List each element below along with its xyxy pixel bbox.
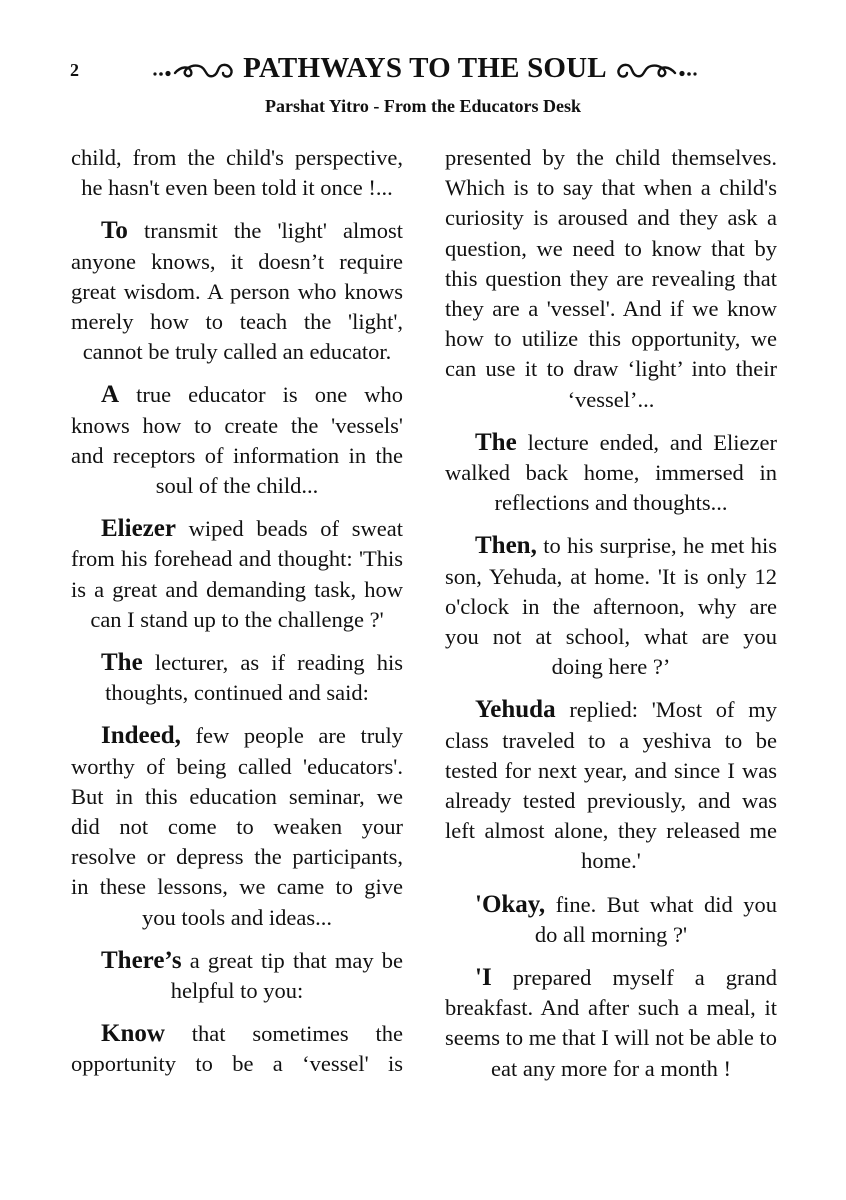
paragraph-lead-word: To: [101, 217, 128, 245]
subtitle: Parshat Yitro - From the Educators Desk: [265, 96, 581, 116]
page-number: 2: [70, 60, 79, 80]
paragraph-text: to his surprise, he met his son, Yehuda, at home. 'It is only 12 o'clock in the afternoon, why are you not at school, what are you doing here ?’: [445, 533, 777, 680]
right-column: [445, 143, 777, 1097]
paragraph-text: prepared myself a grand breakfast. And after such a meal, it seems to me that I will not be able to eat any more for a month !: [445, 965, 777, 1081]
masthead: [130, 52, 720, 85]
paragraph-lead-word: The: [101, 649, 143, 677]
paragraph-lead-word: There’s: [101, 946, 182, 974]
paragraph-text: lecturer, as if reading his thoughts, continued and said:: [105, 650, 403, 706]
paragraph: [71, 514, 403, 635]
paragraph: [445, 963, 777, 1084]
paragraph-lead-word: Indeed,: [101, 722, 181, 750]
left-column: [71, 143, 403, 1093]
paragraph-text: transmit the 'light' almost anyone knows, it doesn’t require great wisdom. A person who knows merely how to teach the 'light', cannot be truly called an educator.: [71, 218, 403, 365]
paragraph: [71, 1019, 403, 1079]
paragraph-text: wiped beads of sweat from his forehead and thought: 'This is a great and demanding task, how can I stand up to the challenge ?': [71, 516, 403, 632]
paragraph-lead-word: Know: [101, 1020, 165, 1048]
paragraph: [445, 531, 777, 682]
paragraph-lead-word: The: [475, 428, 517, 456]
paragraph-lead-word: 'Okay,: [475, 890, 546, 918]
paragraph-lead-word: Yehuda: [475, 696, 556, 724]
paragraph-text: child, from the child's perspective, he hasn't even been told it once !...: [71, 145, 403, 201]
paragraph: [445, 428, 777, 519]
paragraph-text: lecture ended, and Eliezer walked back home, immersed in reflections and thoughts...: [445, 429, 777, 516]
paragraph: [71, 946, 403, 1006]
paragraph: [445, 695, 777, 876]
ornament-flourish-right-icon: [613, 56, 699, 82]
paragraph: [71, 380, 403, 501]
paragraph-text: that sometimes the opportunity to be a ‘vessel' is: [71, 1021, 403, 1077]
paragraph-lead-word: Eliezer: [101, 515, 176, 543]
paragraph-lead-word: A: [101, 381, 120, 409]
paragraph: [71, 648, 403, 708]
paragraph-text: fine. But what did you do all morning ?': [534, 891, 777, 947]
paragraph-lead-word: 'I: [475, 964, 492, 992]
paragraph-lead-word: Then,: [475, 532, 537, 560]
paragraph: [71, 143, 403, 203]
paragraph: [71, 216, 403, 367]
paragraph: [71, 721, 403, 932]
paragraph: [445, 890, 777, 950]
ornament-flourish-left-icon: [151, 56, 237, 82]
paragraph-text: few people are truly worthy of being called 'educators'. But in this education seminar, we did not come to weaken your resolve or depress the participants, in these lessons, we came to give you tools and ideas...: [71, 723, 403, 930]
paragraph-text: replied: 'Most of my class traveled to a yeshiva to be tested for next year, and since I was already tested previously, and was left almost alone, they released me home.': [445, 697, 777, 874]
paragraph: [445, 143, 777, 415]
paragraph-text: presented by the child themselves. Which is to say that when a child's curiosity is aroused and they ask a question, we need to know that by this question they are revealing that they are a 'vessel'. And if we know how to utilize this opportunity, we can use it to draw ‘light’ into their ‘vessel’...: [445, 145, 777, 412]
paragraph-text: a great tip that may be helpful to you:: [170, 947, 403, 1004]
paragraph-text: true educator is one who knows how to create the 'vessels' and receptors of information in the soul of the child...: [71, 382, 403, 499]
masthead-title: PATHWAYS TO THE SOUL: [243, 52, 607, 84]
